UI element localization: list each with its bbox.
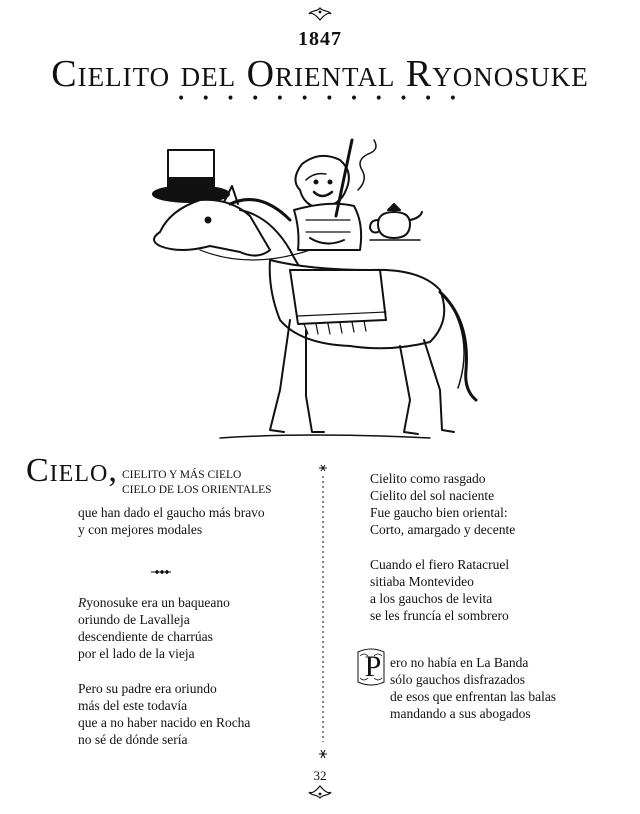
verse-line: no sé de dónde sería xyxy=(78,732,188,747)
verse-line: de esos que enfrentan las balas xyxy=(390,689,557,704)
cielo-subtitle xyxy=(122,468,272,498)
left-stanza-2 xyxy=(78,594,308,662)
verse-line: sólo gauchos disfrazados xyxy=(390,672,525,687)
cielo-heading xyxy=(26,452,308,504)
cielo-display-word: Cielo, xyxy=(26,452,118,489)
verse-line: Cuando el fiero Ratacruel xyxy=(370,557,510,572)
drop-cap xyxy=(360,650,386,684)
verse-line: a los gauchos de levita xyxy=(370,591,493,606)
verse-line: que han dado el gaucho más bravo xyxy=(78,505,265,520)
verse-line: Fue gaucho bien oriental: xyxy=(370,505,508,520)
gaucho-horse-illustration xyxy=(130,120,490,450)
flourish-ornament-icon xyxy=(305,6,335,22)
right-stanza-1 xyxy=(370,470,600,538)
verse-line: oriundo de Lavalleja xyxy=(78,612,190,627)
verse-line: Cielito como rasgado xyxy=(370,471,486,486)
verse-line-rest: yonosuke era un baqueano xyxy=(86,595,230,610)
verse-line: Cielito del sol naciente xyxy=(370,488,495,503)
flourish-ornament-icon xyxy=(305,784,335,800)
verse-line: mandando a sus abogados xyxy=(390,706,531,721)
verse-line: por el lado de la vieja xyxy=(78,646,195,661)
dotted-divider: • • • • • • • • • • • • xyxy=(176,91,464,107)
left-stanza-1 xyxy=(78,504,308,538)
verse-line xyxy=(78,594,308,611)
page-title: Cielito del Oriental Ryonosuke xyxy=(51,53,589,95)
verse-line: ero no había en La Banda xyxy=(390,655,529,670)
left-stanza-3 xyxy=(78,680,308,748)
leaf-sprig-icon xyxy=(150,566,172,578)
column-divider xyxy=(318,462,328,762)
verse-line: Pero su padre era oriundo xyxy=(78,681,217,696)
right-column xyxy=(364,470,600,740)
cielo-line-2: CIELO DE LOS ORIENTALES xyxy=(122,484,272,496)
drop-cap-letter: P xyxy=(364,650,382,683)
verse-initial: R xyxy=(78,595,87,610)
verse-line: descendiente de charrúas xyxy=(78,629,213,644)
verse-line: más del este todavía xyxy=(78,698,188,713)
cielo-line-1: CIELITO Y MÁS CIELO xyxy=(122,469,242,481)
year-label: 1847 xyxy=(298,28,342,50)
right-stanza-3 xyxy=(364,650,600,722)
verse-line: que a no haber nacido en Rocha xyxy=(78,715,251,730)
verse-line: y con mejores modales xyxy=(78,522,203,537)
right-stanza-2 xyxy=(370,556,600,624)
verse-line: se les fruncía el sombrero xyxy=(370,608,509,623)
left-column xyxy=(26,452,308,766)
verse-line: Corto, amargado y decente xyxy=(370,522,516,537)
verse-line: sitiaba Montevideo xyxy=(370,574,474,589)
page-number: 32 xyxy=(313,768,327,783)
